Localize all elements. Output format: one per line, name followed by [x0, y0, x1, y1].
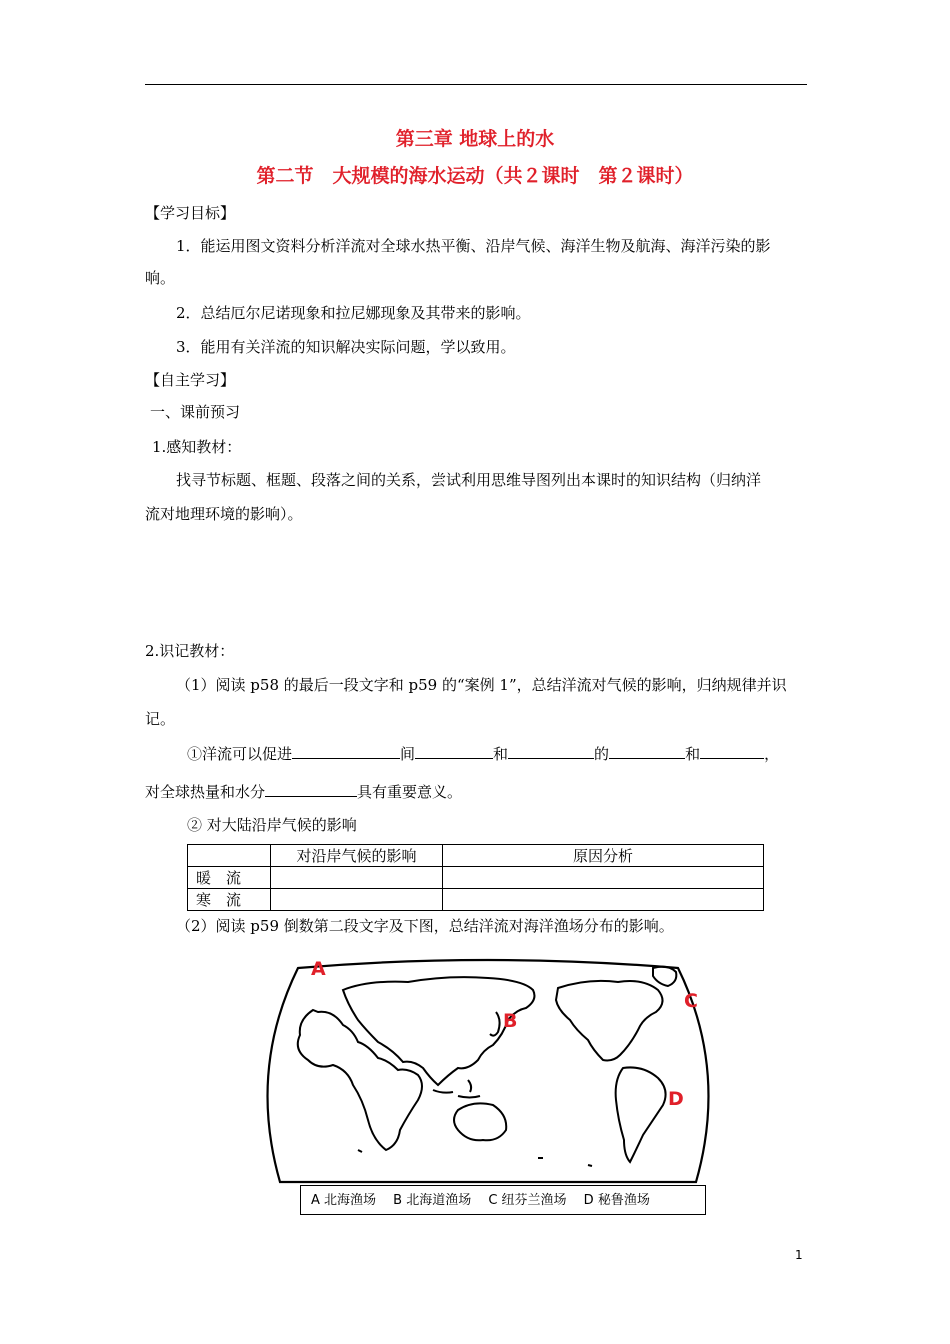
section-title: 第二节 大规模的海水运动（共２课时 第２课时）: [256, 165, 694, 187]
table-header-cell: 原因分析: [443, 845, 764, 867]
landmass-japan: [490, 1012, 500, 1036]
table-header-cell: 对沿岸气候的影响: [271, 845, 443, 867]
world-map: [258, 950, 718, 1195]
landmass-greenland: [653, 967, 676, 986]
question-1-line-2: 记。: [145, 710, 176, 728]
part-1-heading: 一、课前预习: [150, 403, 241, 421]
question-2: （2）阅读 p59 倒数第二段文字及下图，总结洋流对海洋渔场分布的影响。: [176, 917, 674, 935]
map-legend: A 北海渔场 B 北海道渔场 C 纽芬兰渔场 D 秘鲁渔场: [300, 1185, 706, 1215]
fill-text: 和: [493, 745, 509, 763]
table-header-cell: [188, 845, 271, 867]
landmass-europe-africa: [298, 1010, 422, 1150]
table-cell[interactable]: [443, 889, 764, 911]
table-header-row: [188, 845, 764, 867]
objectives-heading: 【学习目标】: [145, 204, 236, 222]
self-study-heading: 【自主学习】: [145, 371, 236, 389]
header-rule: [145, 84, 807, 85]
blank-field[interactable]: [508, 744, 594, 759]
fill-text: 对全球热量和水分: [145, 783, 266, 801]
objective-2: 2．总结厄尔尼诺现象和拉尼娜现象及其带来的影响。: [176, 304, 531, 322]
map-frame: [268, 960, 709, 1182]
objective-1-line-1: 1．能运用图文资料分析洋流对全球水热平衡、沿岸气候、海洋生物及航海、海洋污染的影: [176, 237, 771, 255]
row-label-cold-current: 寒 流: [188, 889, 271, 911]
objective-3: 3．能用有关洋流的知识解决实际问题，学以致用。: [176, 338, 516, 356]
fill-text: ①洋流可以促进: [187, 745, 293, 763]
fill-text: 的: [594, 745, 610, 763]
item-2-label: ② 对大陆沿岸气候的影响: [187, 816, 357, 834]
step-2-title: 2.识记教材：: [145, 642, 235, 660]
fill-text: ，: [764, 745, 780, 763]
landmass-south-america: [616, 1067, 666, 1162]
step-1-title: 1.感知教材：: [152, 438, 242, 456]
landmass-australia: [454, 1103, 506, 1140]
blank-field[interactable]: [700, 744, 764, 759]
table-cell[interactable]: [271, 867, 443, 889]
step-1-line-1: 找寻节标题、框题、段落之间的关系，尝试利用思维导图列出本课时的知识结构（归纳洋: [176, 471, 762, 489]
blank-field[interactable]: [609, 744, 685, 759]
landmass-antarctic-islands: [358, 1150, 592, 1166]
table-cell[interactable]: [443, 867, 764, 889]
blank-field[interactable]: [415, 744, 493, 759]
question-1-line-1: （1）阅读 p58 的最后一段文字和 p59 的“案例 1”，总结洋流对气候的影响，归纳规律并识: [176, 676, 787, 694]
fill-in-line-2: [145, 782, 462, 802]
map-label-a: A: [311, 958, 326, 980]
fill-text: 具有重要意义。: [357, 783, 463, 801]
map-label-b: B: [503, 1010, 518, 1032]
fill-text: 间: [400, 745, 416, 763]
blank-field[interactable]: [265, 782, 357, 797]
fill-in-line-1: [187, 744, 779, 764]
climate-table: [187, 844, 764, 911]
table-row: [188, 889, 764, 911]
landmass-north-america: [556, 981, 663, 1061]
objective-1-line-2: 响。: [145, 269, 176, 287]
page-number: 1: [795, 1248, 803, 1262]
map-label-d: D: [668, 1088, 684, 1110]
step-1-line-2: 流对地理环境的影响）。: [145, 505, 303, 523]
row-label-warm-current: 暖 流: [188, 867, 271, 889]
table-cell[interactable]: [271, 889, 443, 911]
table-row: [188, 867, 764, 889]
chapter-title: 第三章 地球上的水: [395, 128, 555, 150]
blank-field[interactable]: [292, 744, 400, 759]
map-label-c: C: [684, 990, 698, 1012]
fill-text: 和: [685, 745, 701, 763]
